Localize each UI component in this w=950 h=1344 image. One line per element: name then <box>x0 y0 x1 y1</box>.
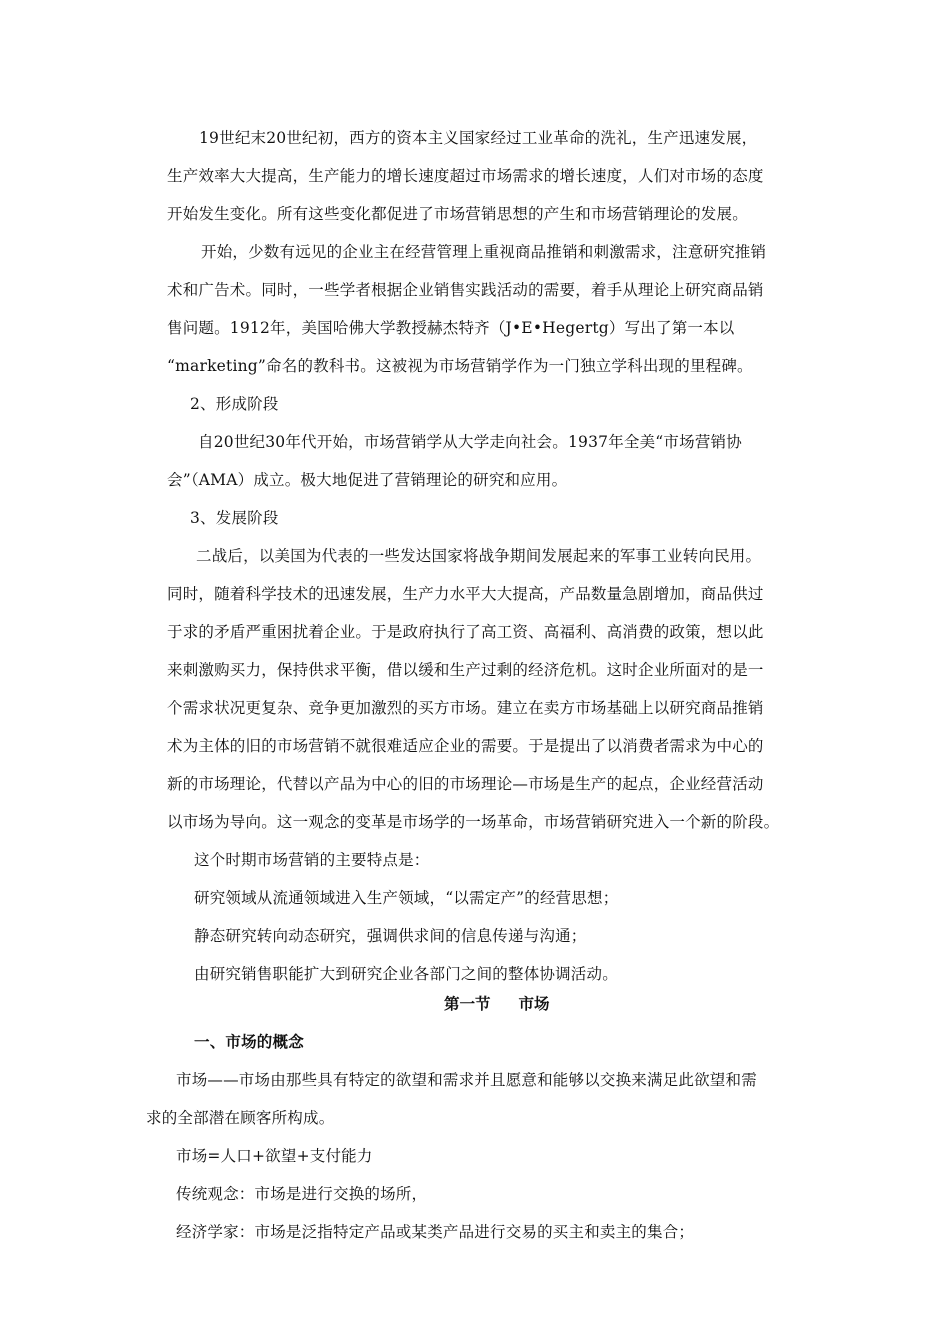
paragraph-line: 传统观念：市场是进行交换的场所， <box>176 1185 428 1203</box>
paragraph-line: 售问题。1912年，美国哈佛大学教授赫杰特齐（J•E•Hegertg）写出了第一本以 <box>167 319 735 337</box>
paragraph-line: 术为主体的旧的市场营销不就很难适应企业的需要。于是提出了以消费者需求为中心的 <box>167 737 764 755</box>
paragraph-line: 经济学家：市场是泛指特定产品或某类产品进行交易的买主和卖主的集合； <box>176 1223 695 1241</box>
paragraph-line: 市场——市场由那些具有特定的欲望和需求并且愿意和能够以交换来满足此欲望和需 <box>176 1071 757 1089</box>
paragraph-line: 开始，少数有远见的企业主在经营管理上重视商品推销和刺激需求，注意研究推销 <box>201 243 767 261</box>
paragraph-line: 同时，随着科学技术的迅速发展，生产力水平大大提高，产品数量急剧增加，商品供过 <box>167 585 764 603</box>
paragraph-line: 个需求状况更复杂、竞争更加激烈的买方市场。建立在卖方市场基础上以研究商品推销 <box>167 699 764 717</box>
paragraph-line: 开始发生变化。所有这些变化都促进了市场营销思想的产生和市场营销理论的发展。 <box>167 205 748 223</box>
paragraph-line: 以市场为导向。这一观念的变革是市场学的一场革命，市场营销研究进入一个新的阶段。 <box>167 813 780 831</box>
paragraph-line: 新的市场理论，代替以产品为中心的旧的市场理论—市场是生产的起点，企业经营活动 <box>167 775 764 793</box>
features-intro: 这个时期市场营销的主要特点是： <box>194 851 430 869</box>
paragraph-line: 19世纪末20世纪初，西方的资本主义国家经过工业革命的洗礼，生产迅速发展， <box>199 129 758 147</box>
stage-heading: 2、形成阶段 <box>190 395 279 413</box>
feature-item: 静态研究转向动态研究，强调供求间的信息传递与沟通； <box>194 927 587 945</box>
feature-item: 由研究销售职能扩大到研究企业各部门之间的整体协调活动。 <box>194 965 618 983</box>
paragraph-line: 二战后，以美国为代表的一些发达国家将战争期间发展起来的军事工业转向民用。 <box>196 547 762 565</box>
paragraph-line: “marketing”命名的教科书。这被视为市场营销学作为一门独立学科出现的里程碑。 <box>167 357 753 375</box>
paragraph-line: 于求的矛盾严重困扰着企业。于是政府执行了高工资、高福利、高消费的政策，想以此 <box>167 623 764 641</box>
stage-heading: 3、发展阶段 <box>190 509 279 527</box>
section-number: 第一节 <box>444 995 491 1013</box>
paragraph-line: 求的全部潜在顾客所构成。 <box>146 1109 335 1127</box>
formula-line: 市场=人口+欲望+支付能力 <box>176 1147 373 1165</box>
paragraph-line: 自20世纪30年代开始，市场营销学从大学走向社会。1937年全美“市场营销协 <box>198 433 742 451</box>
paragraph-line: 术和广告术。同时，一些学者根据企业销售实践活动的需要，着手从理论上研究商品销 <box>167 281 764 299</box>
paragraph-line: 生产效率大大提高，生产能力的增长速度超过市场需求的增长速度，人们对市场的态度 <box>167 167 764 185</box>
paragraph-line: 来刺激购买力，保持供求平衡，借以缓和生产过剩的经济危机。这时企业所面对的是一 <box>167 661 764 679</box>
concept-heading: 一、市场的概念 <box>194 1033 304 1051</box>
paragraph-line: 会”（AMA）成立。极大地促进了营销理论的研究和应用。 <box>167 471 568 489</box>
section-title <box>444 994 550 1014</box>
section-name: 市场 <box>518 995 550 1013</box>
feature-item: 研究领域从流通领域进入生产领域，“以需定产”的经营思想； <box>194 889 619 907</box>
